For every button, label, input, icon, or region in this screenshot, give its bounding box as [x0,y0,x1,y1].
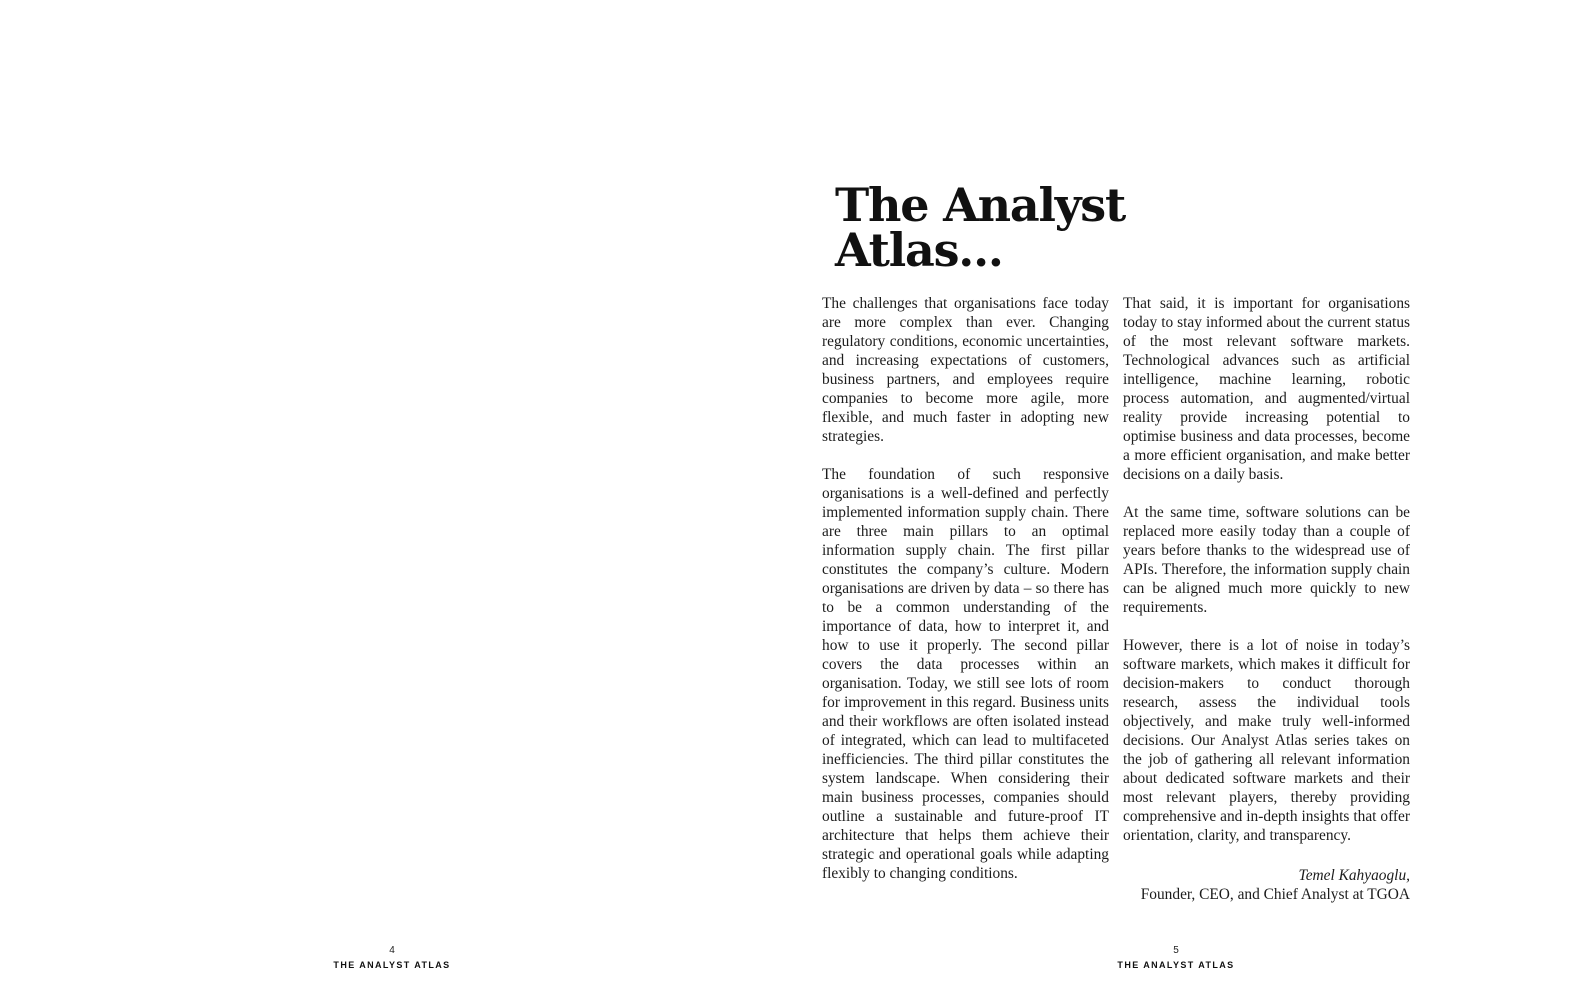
signature-block [1103,866,1410,904]
signature-name: Temel Kahyaoglu, [1298,867,1410,884]
text-column-1 [822,294,1109,902]
right-page-footer [1076,945,1276,971]
text-column-2 [1123,294,1410,864]
paragraph: At the same time, software solutions can be replaced more easily today than a couple of years before thanks to the widespread use of APIs. Therefore, the information supply chain can be aligned much more quickly to new requirements. [1123,504,1410,616]
paragraph: The challenges that organisations face today are more complex than ever. Changing regulatory conditions, economic uncertainties, and increasing expectations of customers, business partners, and employees require companies to become more agile, more flexible, and much faster in adopting new strategies. [822,295,1109,445]
paragraph: However, there is a lot of noise in today’s software markets, which makes it difficult for decision-makers to conduct thorough research, assess the individual tools objectively, and make truly well-informed decisions. Our Analyst Atlas series takes on the job of gathering all relevant information about dedicated software markets and their most relevant players, thereby providing comprehensive and in-depth insights that offer orientation, clarity, and transparency. [1123,637,1410,844]
page-number: 5 [1173,945,1179,956]
paragraph: The foundation of such responsive organisations is a well-defined and perfectly implemented information supply chain. There are three main pillars to an optimal information supply chain. The first pillar constitutes the company’s culture. Modern organisations are driven by data – so there has to be a common understanding of the importance of data, how to interpret it, and how to use it properly. The second pillar covers the data processes within an organisation. Today, we still see lots of room for improvement in this regard. Business units and their workflows are often isolated instead of integrated, which can lead to multifaceted inefficiencies. The third pillar constitutes the system landscape. When considering their main business processes, companies should outline a sustainable and future-proof IT architecture that helps them achieve their strategic and operational goals while adapting flexibly to changing conditions. [822,466,1109,882]
left-page [0,0,793,998]
page-number: 4 [389,945,395,956]
left-page-footer [292,945,492,971]
page-title-line-2: Atlas... [835,223,1003,277]
right-page [793,0,1587,998]
page-title-line-1: The Analyst [835,178,1126,232]
paragraph: That said, it is important for organisations today to stay informed about the current status of the most relevant software markets. Technological advances such as artificial intelligence, machine learning, robotic process automation, and augmented/virtual reality provide increasing potential to optimise business and data processes, become a more efficient organisation, and make better decisions on a daily basis. [1123,295,1410,483]
running-title: THE ANALYST ATLAS [1117,960,1235,970]
page-title [835,178,1126,277]
signature-role: Founder, CEO, and Chief Analyst at TGOA [1140,886,1410,903]
running-title: THE ANALYST ATLAS [333,960,451,970]
